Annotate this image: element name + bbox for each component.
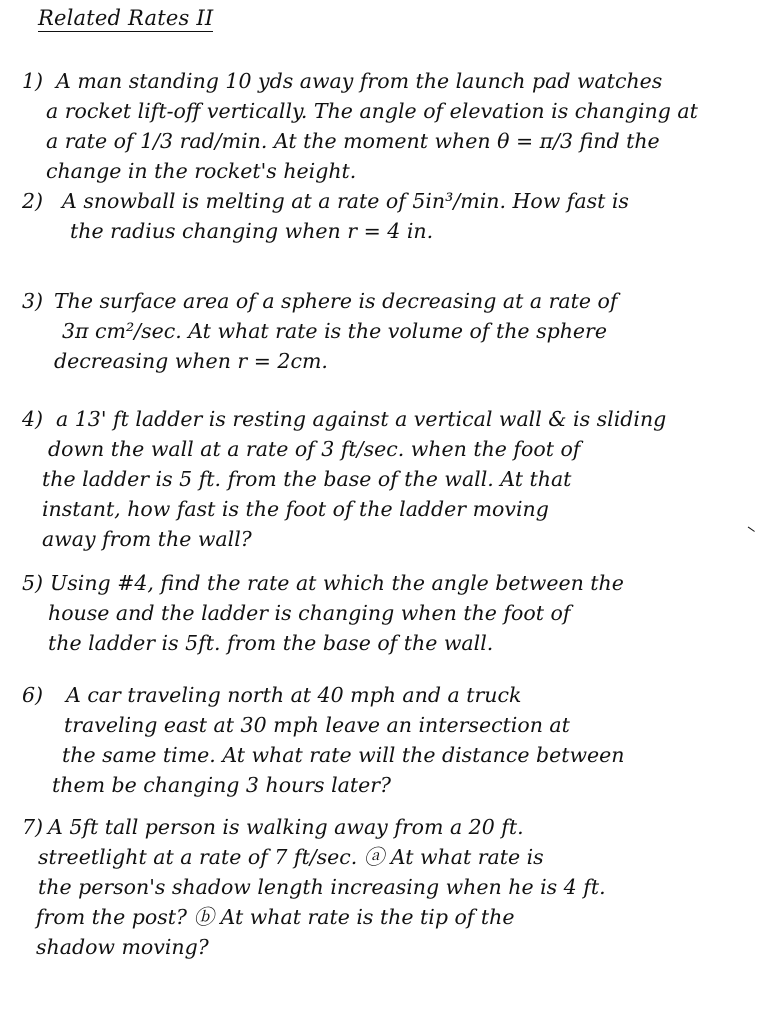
problem-number: 6) (22, 683, 44, 707)
problem-line: A car traveling north at 40 mph and a truck (66, 683, 522, 707)
problem-number: 3) (22, 289, 44, 313)
problem-line: from the post? ⓑ At what rate is the tip of the (36, 905, 515, 929)
problem-number: 4) (22, 407, 44, 431)
problem-number: 2) (22, 189, 44, 213)
problem-4 (22, 404, 752, 554)
problem-line: change in the rocket's height. (46, 159, 357, 183)
problem-5 (22, 568, 752, 658)
problem-number: 5) (22, 571, 44, 595)
problem-line: The surface area of a sphere is decreasing at a rate of (54, 289, 618, 313)
problem-line: the same time. At what rate will the distance between (62, 743, 625, 767)
problem-line: a rate of 1/3 rad/min. At the moment when θ = π/3 find the (46, 129, 660, 153)
problem-line: decreasing when r = 2cm. (54, 349, 328, 373)
problem-line: house and the ladder is changing when the foot of (48, 601, 571, 625)
problem-line: the person's shadow length increasing when he is 4 ft. (38, 875, 606, 899)
problem-line: streetlight at a rate of 7 ft/sec. ⓐ At what rate is (38, 845, 544, 869)
problem-6 (22, 680, 752, 800)
problem-line: a 13' ft ladder is resting against a vertical wall & is sliding (56, 407, 667, 431)
problem-7 (22, 812, 752, 962)
problem-line: the radius changing when r = 4 in. (70, 219, 434, 243)
page-title: Related Rates II (38, 6, 214, 30)
problem-2 (22, 186, 752, 246)
problem-line: shadow moving? (36, 935, 209, 959)
problem-3 (22, 286, 752, 376)
problem-1 (22, 66, 752, 186)
problem-line: the ladder is 5ft. from the base of the wall. (48, 631, 494, 655)
problem-line: 3π cm²/sec. At what rate is the volume of the sphere (62, 319, 607, 343)
problem-line: A snowball is melting at a rate of 5in³/min. How fast is (62, 189, 629, 213)
problem-number: 7) (22, 815, 44, 839)
problem-line: traveling east at 30 mph leave an intersection at (64, 713, 570, 737)
problem-line: Using #4, find the rate at which the angle between the (50, 571, 624, 595)
problem-line: a rocket lift-off vertically. The angle of elevation is changing at (46, 99, 698, 123)
problem-line: away from the wall? (42, 527, 252, 551)
problem-line: A man standing 10 yds away from the launch pad watches (56, 69, 663, 93)
problem-line: A 5ft tall person is walking away from a 20 ft. (48, 815, 524, 839)
problem-line: the ladder is 5 ft. from the base of the wall. At that (42, 467, 572, 491)
problem-line: them be changing 3 hours later? (52, 773, 392, 797)
problem-line: instant, how fast is the foot of the ladder moving (42, 497, 549, 521)
problem-line: down the wall at a rate of 3 ft/sec. when the foot of (48, 437, 581, 461)
problem-number: 1) (22, 69, 44, 93)
